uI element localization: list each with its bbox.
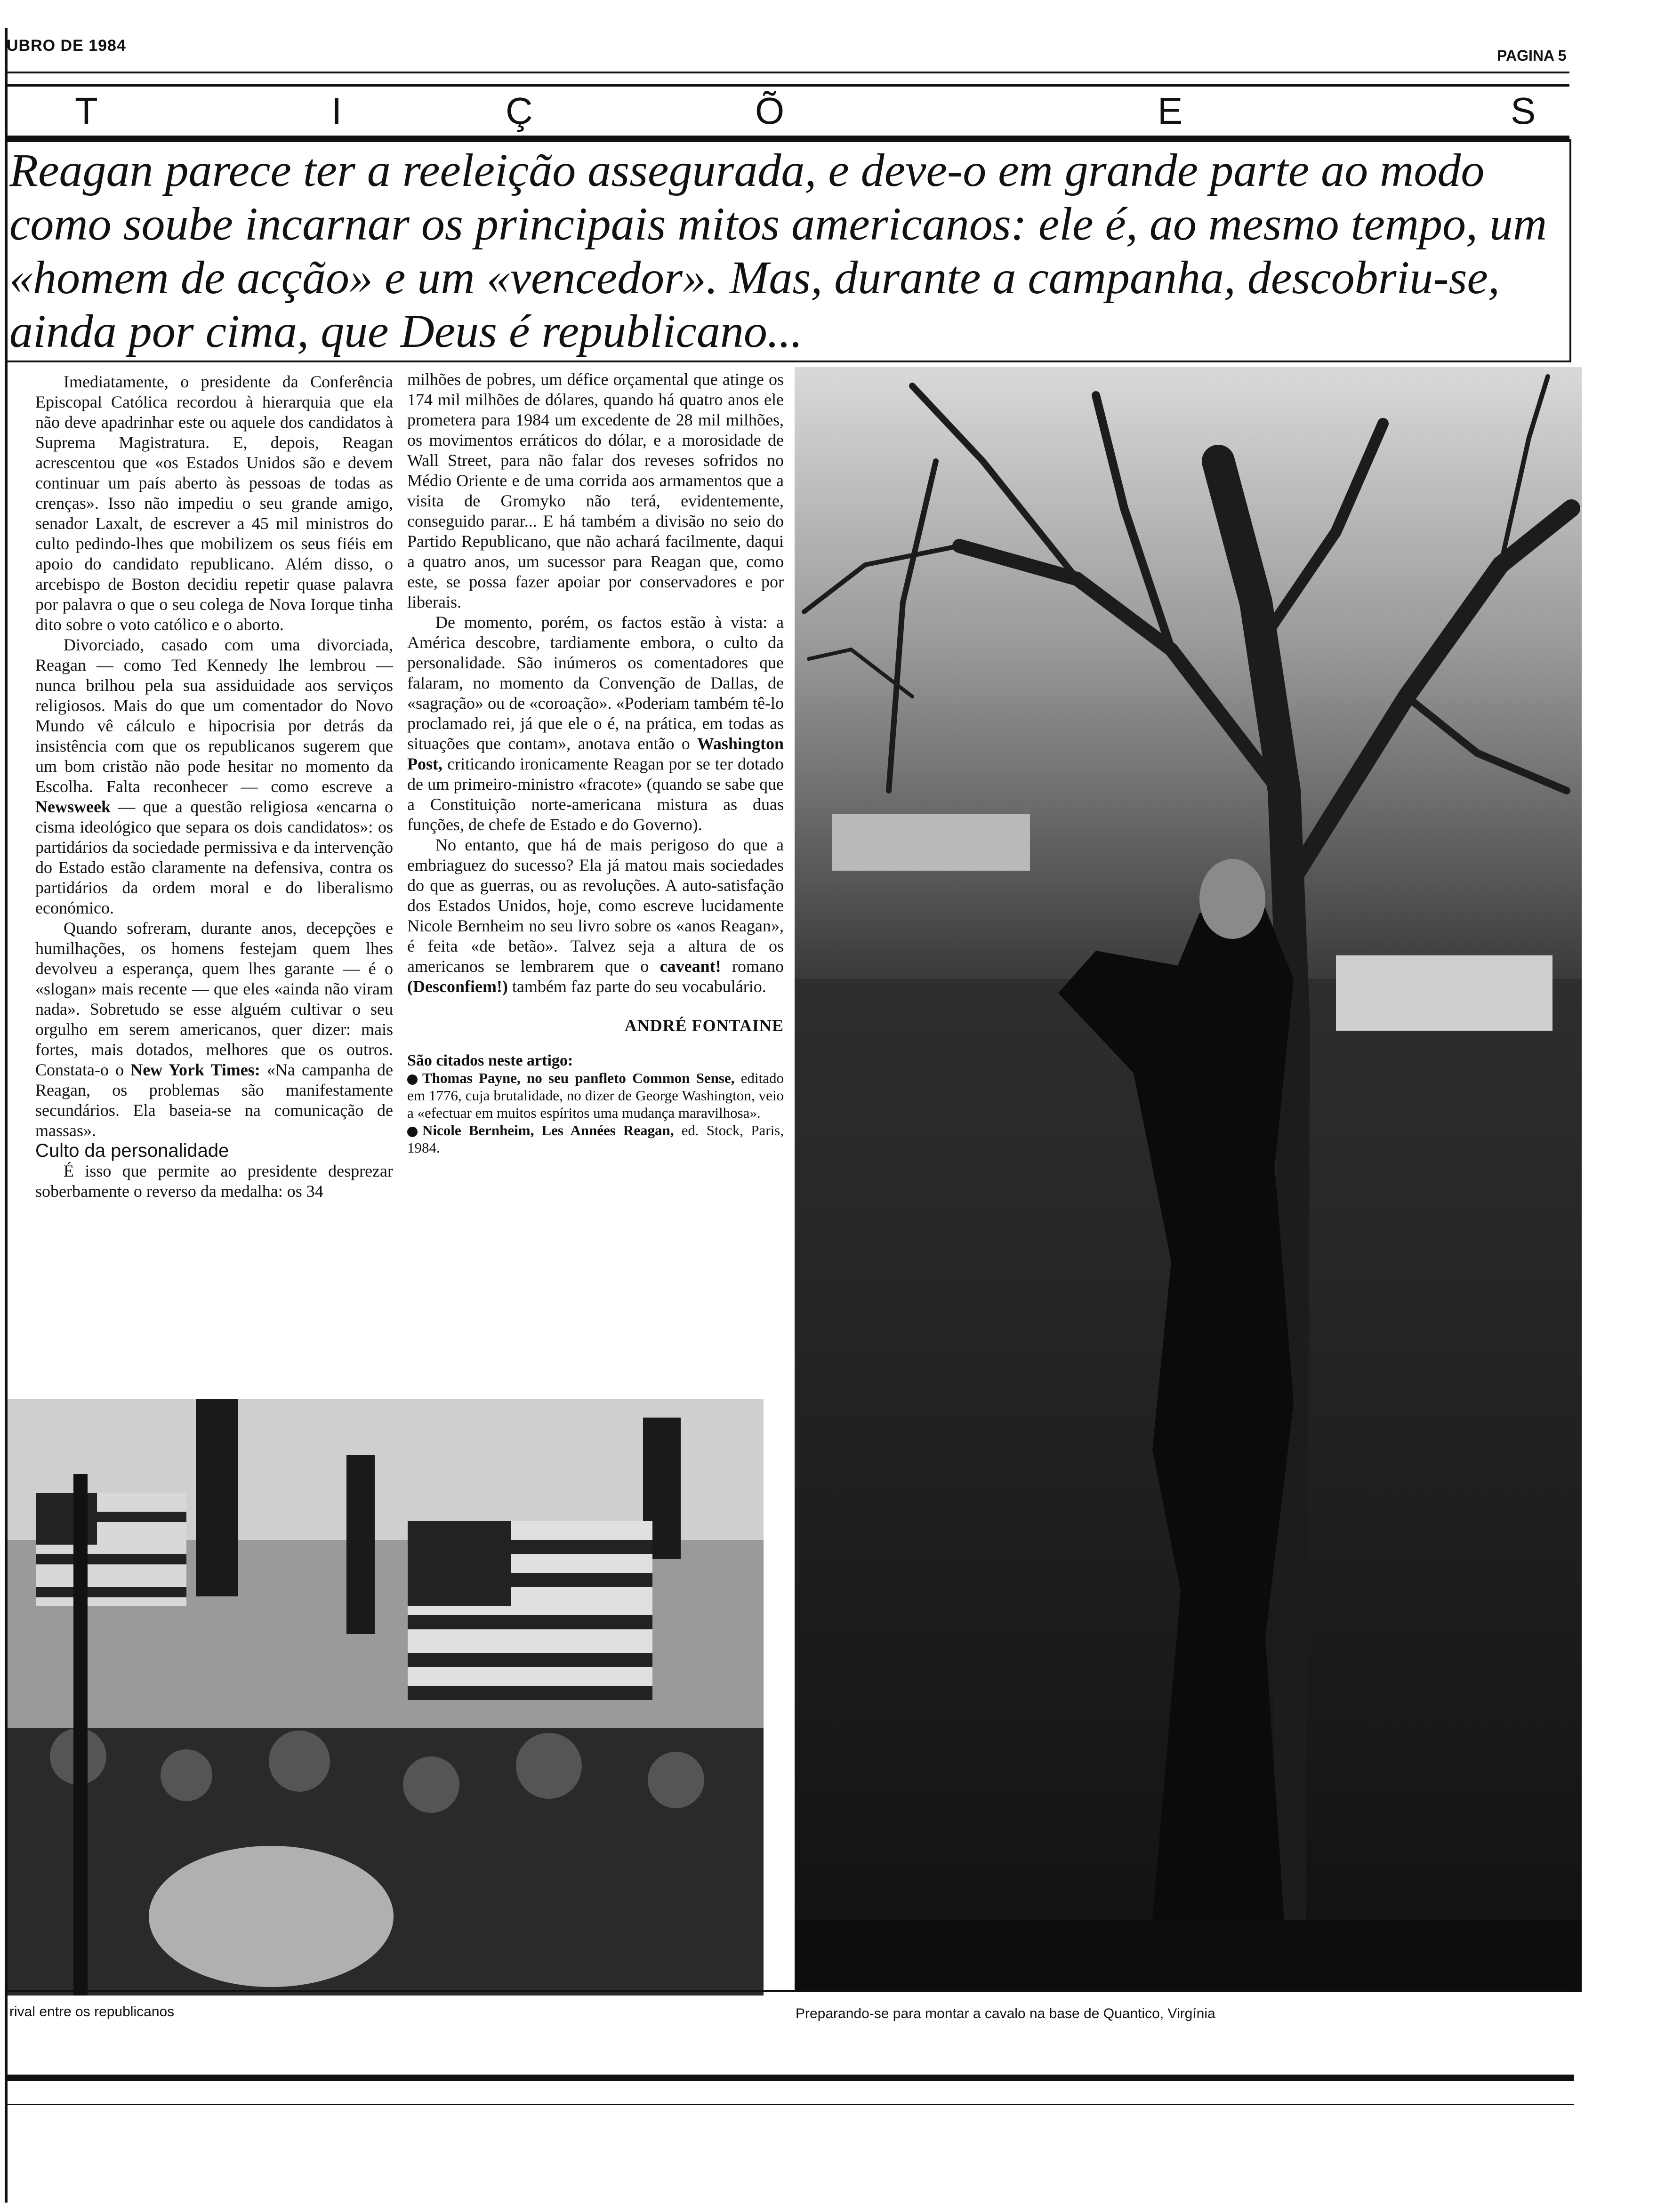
photo-republican-rally — [8, 1399, 764, 1996]
paragraph: De momento, porém, os factos estão à vista: a América descobre, tardiamente embora, o culto da personalidade. São inúmeros os comentadores que falaram, no momento da Convenção de Dallas, de «sagração» ou de «coroação». «Poderiam também tê-lo proclamado rei, já que ele o é, na prática, em todas as situações que contam», anotava então o Washington Post, criticando ironicamente Reagan por se ter dotado de um primeiro-ministro «fracote» (quando se sabe que a Constituição norte-americana mistura as duas funções, de chefe de Estado e do Governo). — [407, 613, 784, 834]
section-banner — [7, 84, 1569, 142]
bottom-rule — [7, 1990, 1569, 1992]
banner-letter: I — [331, 90, 342, 132]
reference-item: Thomas Payne, no seu panfleto Common Sense, editado em 1776, cuja brutalidade, no dizer de George Washington, veio a «efectuar em muitos espíritos uma mudança maravilhosa». — [407, 1070, 784, 1121]
paragraph: No entanto, que há de mais perigoso do que a embriaguez do sucesso? Ela já matou mais sociedades do que as guerras, ou as revoluções. A auto-satisfação dos Estados Unidos, hoje, como escreve lucidamente Nicole Bernheim no seu livro sobre os «anos Reagan», é feita «de betão». Talvez seja a altura de os americanos se lembrarem que o caveant! romano (Desconfiem!) também faz parte do seu vocabulário. — [407, 835, 784, 996]
paragraph: Divorciado, casado com uma divorciada, Reagan — como Ted Kennedy lhe lembrou — nunca brilhou pela sua assiduidade aos serviços religiosos. Mais do que um comentador do Novo Mundo vê cálculo e hipocrisia por detrás da insistência com que os republicanos sugerem que um bom cristão não pode hesitar no momento da Escolha. Falta reconhecer — como escreve a Newsweek — que a questão religiosa «encarna o cisma ideológico que separa os dois candidatos»: os partidários da sociedade permissiva e da intervenção do Estado estão claramente na defensiva, contra os partidários da ordem moral e do liberalismo económico. — [35, 635, 393, 917]
publication-name: Washington Post, — [407, 734, 784, 773]
paragraph: milhões de pobres, um défice orçamental que atinge os 174 mil milhões de dólares, quando há quatro anos ele prometera para 1984 um excedente de 28 mil milhões, os movimentos erráticos do dólar, e a morosidade de Wall Street, para não falar dos reveses sofridos no Médio Oriente e de uma corrida aos armamentos que a visita de Gromyko não terá, evidentemente, conseguido parar... E há também a divisão no seio do Partido Republicano, que não achará facilmente, daqui a quatro anos, um sucessor para Reagan que, como este, se possa fazer apoiar por conservadores e por liberais. — [407, 370, 784, 611]
article-column-2 — [407, 369, 784, 1156]
publication-name: New York Times: — [130, 1060, 260, 1079]
references-box — [407, 1052, 784, 1156]
author-byline: ANDRÉ FONTAINE — [624, 1016, 784, 1035]
bullet-icon — [407, 1127, 418, 1137]
paragraph: É isso que permite ao presidente desprezar soberbamente o reverso da medalha: os 34 — [35, 1162, 393, 1201]
photo-caption-left: rival entre os republicanos — [9, 2004, 175, 2020]
footer-rule-thick — [7, 2075, 1574, 2081]
banner-letter: S — [1511, 90, 1536, 132]
reference-item: Nicole Bernheim, Les Années Reagan, ed. Stock, Paris, 1984. — [407, 1122, 784, 1156]
banner-letter: E — [1158, 90, 1183, 132]
photo-illustration — [8, 1399, 764, 1996]
banner-letter: Õ — [755, 90, 785, 132]
photo-illustration — [795, 367, 1582, 1992]
banner-letter: T — [75, 90, 98, 132]
article-deck: Reagan parece ter a reeleição assegurada, e deve-o em grande parte ao modo como soube incarnar os principais mitos americanos: ele é, ao mesmo tempo, um «homem de acção» e um «vencedor». Mas, durante a campanha, descobriu-se, ainda por cima, que Deus é republicano... — [9, 144, 1547, 357]
photo-reagan-outdoors — [795, 367, 1582, 1992]
publication-name: Newsweek — [35, 797, 111, 816]
paragraph: Imediatamente, o presidente da Conferência Episcopal Católica recordou à hierarquia que ela não deve apadrinhar este ou aquele dos candidatos à Suprema Magistratura. E, depois, Reagan acrescentou que «os Estados Unidos são e devem continuar um país aberto às pessoas de todas as crenças». Isso não impediu o seu grande amigo, senador Laxalt, de escrever a 45 mil ministros do culto pedindo-lhes que mobilizem os seus fiéis em apoio do candidato republicano. Além disso, o arcebispo de Boston decidiu repetir quase palavra por palavra o que o seu colega de Nova Iorque tinha dito sobre o voto católico e o aborto. — [35, 372, 393, 634]
subheading: Culto da personalidade — [35, 1140, 229, 1161]
issue-date: UBRO DE 1984 — [7, 37, 126, 55]
references-heading: São citados neste artigo: — [407, 1052, 573, 1069]
footer-rule-thin — [7, 2104, 1574, 2105]
photo-caption-right: Preparando-se para montar a cavalo na base de Quantico, Virgínia — [796, 2006, 1215, 2021]
article-column-1 — [35, 372, 393, 1202]
page-number: PAGINA 5 — [1497, 47, 1567, 64]
banner-letter: Ç — [506, 90, 533, 132]
bullet-icon — [407, 1074, 418, 1085]
paragraph: Quando sofreram, durante anos, decepções e humilhações, os homens festejam quem lhes devolveu a esperança, quem lhes garante — é o «slogan» mais recente — que eles «ainda não viram nada». Sobretudo se esse alguém cultivar o seu orgulho em serem americanos, quer dizer: mais fortes, mais dotados, melhores que os outros. Constata-o o New York Times: «Na campanha de Reagan, os problemas são manifestamente secundários. Ela baseia-se na comunicação de massas». — [35, 919, 393, 1140]
header-rule — [7, 72, 1569, 73]
